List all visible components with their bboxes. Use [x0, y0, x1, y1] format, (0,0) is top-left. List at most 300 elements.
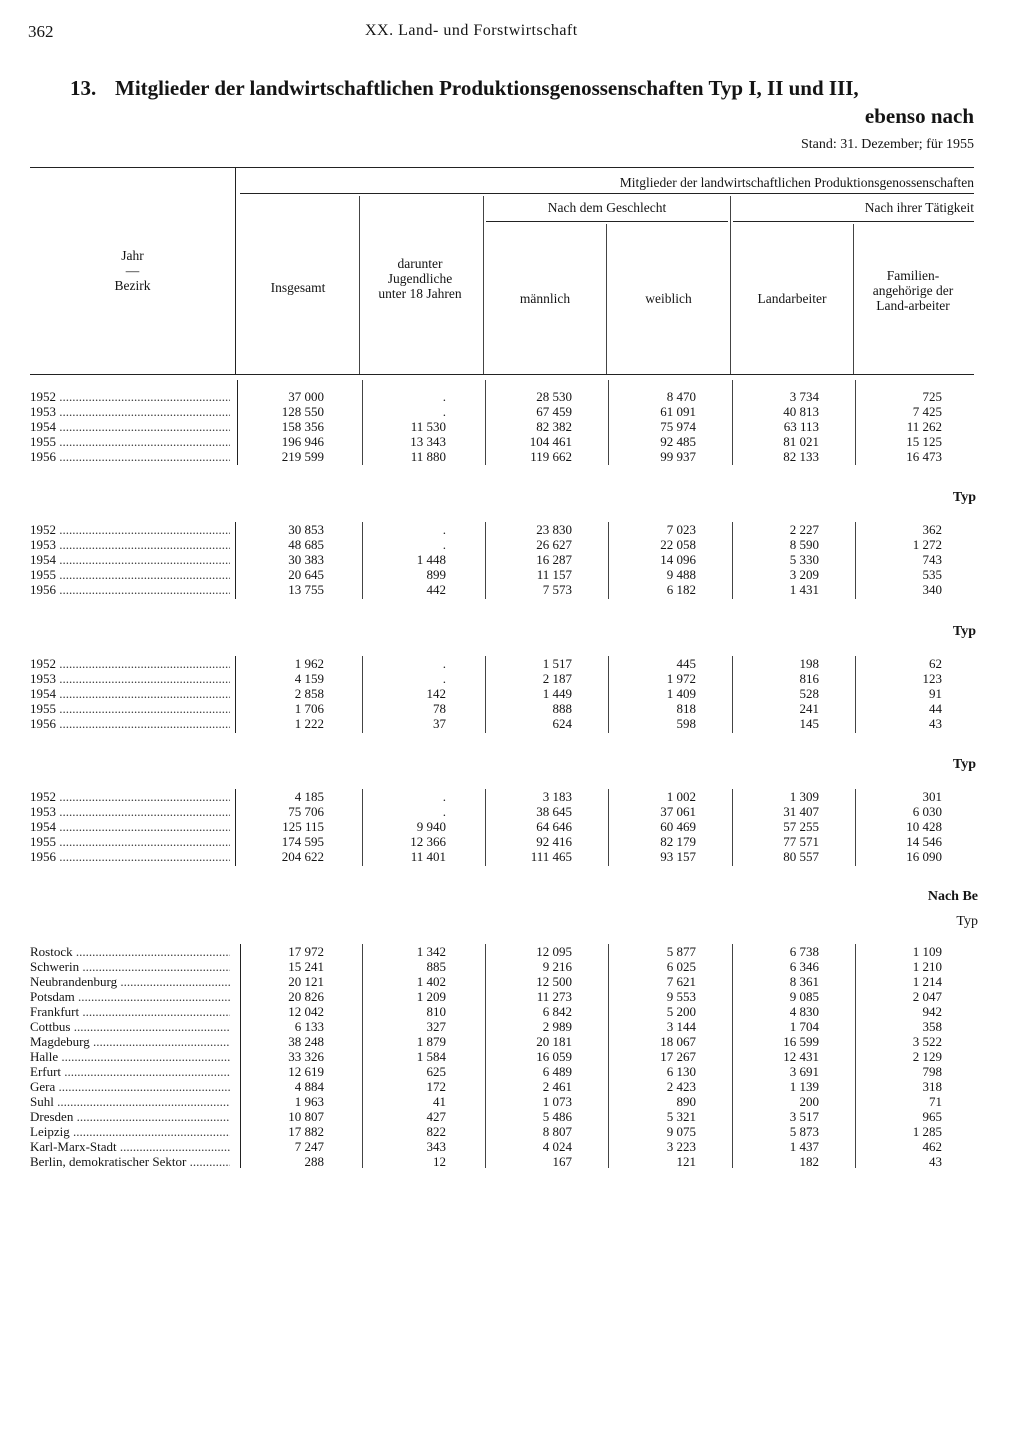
cell-youth: . — [442, 537, 446, 552]
stub-divider — [235, 167, 236, 374]
cell-youth: 41 — [433, 1094, 446, 1109]
cell-total: 33 326 — [288, 1049, 324, 1064]
row-label: 1953 ..... — [30, 804, 230, 819]
row-label: 1952 ..... — [30, 789, 230, 804]
cell-male: 111 465 — [530, 849, 572, 864]
row-label: 1952 ..... — [30, 656, 230, 671]
row-label: Rostock ..... — [30, 944, 230, 959]
cell-female: 445 — [676, 656, 696, 671]
cell-total: 128 550 — [281, 404, 324, 419]
row-label: Karl-Marx-Stadt ..... — [30, 1139, 230, 1154]
table-row — [0, 989, 1024, 1004]
cell-total: 4 185 — [294, 789, 324, 804]
cell-youth: 1 402 — [416, 974, 446, 989]
table-row — [0, 1139, 1024, 1154]
table-row — [0, 1004, 1024, 1019]
cell-farm-workers: 82 133 — [783, 449, 819, 464]
table-row — [0, 1094, 1024, 1109]
cell-farm-workers: 12 431 — [783, 1049, 819, 1064]
cell-total: 48 685 — [288, 537, 324, 552]
table-row — [0, 434, 1024, 449]
cell-female: 9 488 — [666, 567, 696, 582]
cell-family-members: 965 — [922, 1109, 942, 1124]
cell-family-members: 362 — [922, 522, 942, 537]
cell-total: 30 853 — [288, 522, 324, 537]
cell-youth: 12 — [433, 1154, 446, 1169]
row-label: 1954 ..... — [30, 686, 230, 701]
row-label: 1956 ..... — [30, 849, 230, 864]
row-label: 1953 ..... — [30, 537, 230, 552]
cell-youth: 442 — [426, 582, 446, 597]
row-label: Potsdam ..... — [30, 989, 230, 1004]
cell-youth: . — [442, 389, 446, 404]
table-row — [0, 944, 1024, 959]
cell-total: 20 826 — [288, 989, 324, 1004]
cell-female: 17 267 — [660, 1049, 696, 1064]
table-row — [0, 537, 1024, 552]
subgroup-header-gender: Nach dem Geschlecht — [547, 200, 667, 215]
cell-total: 7 247 — [294, 1139, 324, 1154]
cell-male: 2 187 — [542, 671, 572, 686]
cell-female: 75 974 — [660, 419, 696, 434]
cell-total: 1 963 — [294, 1094, 324, 1109]
cell-family-members: 535 — [922, 567, 942, 582]
row-label: 1954 ..... — [30, 819, 230, 834]
cell-total: 2 858 — [294, 686, 324, 701]
page-number: 362 — [28, 22, 54, 41]
cell-total: 4 884 — [294, 1079, 324, 1094]
cell-male: 6 489 — [542, 1064, 572, 1079]
cell-family-members: 1 285 — [912, 1124, 942, 1139]
cell-farm-workers: 9 085 — [789, 989, 819, 1004]
cell-total: 1 706 — [294, 701, 324, 716]
cell-total: 30 383 — [288, 552, 324, 567]
table-row — [0, 656, 1024, 671]
cell-male: 167 — [552, 1154, 572, 1169]
cell-female: 9 553 — [666, 989, 696, 1004]
stub-header-district: Bezirk — [114, 278, 151, 293]
cell-farm-workers: 8 590 — [789, 537, 819, 552]
cell-female: 82 179 — [660, 834, 696, 849]
table-row — [0, 819, 1024, 834]
cell-male: 3 183 — [542, 789, 572, 804]
cell-family-members: 15 125 — [906, 434, 942, 449]
row-label: 1954 ..... — [30, 552, 230, 567]
cell-youth: . — [442, 522, 446, 537]
cell-total: 1 962 — [294, 656, 324, 671]
row-label: 1955 ..... — [30, 834, 230, 849]
cell-youth: . — [442, 789, 446, 804]
cell-female: 92 485 — [660, 434, 696, 449]
table-row — [0, 1154, 1024, 1169]
header-divider-3 — [606, 224, 607, 374]
table-row — [0, 1034, 1024, 1049]
cell-male: 5 486 — [542, 1109, 572, 1124]
cell-female: 6 130 — [666, 1064, 696, 1079]
cell-male: 82 382 — [536, 419, 572, 434]
cell-youth: 13 343 — [410, 434, 446, 449]
cell-family-members: 318 — [922, 1079, 942, 1094]
row-label: Schwerin ..... — [30, 959, 230, 974]
table-row — [0, 522, 1024, 537]
cell-female: 1 972 — [666, 671, 696, 686]
cell-male: 12 095 — [536, 944, 572, 959]
cell-male: 1 517 — [542, 656, 572, 671]
cell-farm-workers: 40 813 — [783, 404, 819, 419]
cell-farm-workers: 81 021 — [783, 434, 819, 449]
row-label: Frankfurt ..... — [30, 1004, 230, 1019]
cell-youth: . — [442, 404, 446, 419]
table-row — [0, 582, 1024, 597]
cell-male: 104 461 — [529, 434, 572, 449]
cell-youth: 1 209 — [416, 989, 446, 1004]
cell-farm-workers: 1 139 — [789, 1079, 819, 1094]
row-label: 1952 ..... — [30, 522, 230, 537]
row-label: 1956 ..... — [30, 582, 230, 597]
cell-youth: 1 879 — [416, 1034, 446, 1049]
cell-total: 219 599 — [281, 449, 324, 464]
row-label: 1953 ..... — [30, 404, 230, 419]
cell-farm-workers: 4 830 — [789, 1004, 819, 1019]
cell-farm-workers: 5 330 — [789, 552, 819, 567]
header-divider-1 — [359, 196, 360, 374]
running-head: XX. Land- und Forstwirtschaft — [365, 22, 578, 39]
section-title: Typ — [952, 624, 976, 639]
cell-family-members: 1 109 — [912, 944, 942, 959]
cell-youth: 11 530 — [410, 419, 446, 434]
cell-family-members: 43 — [929, 1154, 942, 1169]
cell-female: 6 182 — [666, 582, 696, 597]
row-label: Cottbus ..... — [30, 1019, 230, 1034]
table-row — [0, 419, 1024, 434]
cell-youth: 810 — [426, 1004, 446, 1019]
cell-total: 1 222 — [294, 716, 324, 731]
row-label: Berlin, demokratischer Sektor ..... — [30, 1154, 230, 1169]
cell-youth: 427 — [426, 1109, 446, 1124]
table-row — [0, 974, 1024, 989]
cell-youth: 172 — [426, 1079, 446, 1094]
cell-family-members: 1 214 — [912, 974, 942, 989]
cell-male: 12 500 — [536, 974, 572, 989]
cell-farm-workers: 6 346 — [789, 959, 819, 974]
col-header-total: Insgesamt — [270, 280, 326, 295]
cell-farm-workers: 5 873 — [789, 1124, 819, 1139]
cell-male: 8 807 — [542, 1124, 572, 1139]
cell-family-members: 7 425 — [912, 404, 942, 419]
row-label: Erfurt ..... — [30, 1064, 230, 1079]
cell-male: 888 — [552, 701, 572, 716]
cell-youth: . — [442, 656, 446, 671]
cell-youth: 1 448 — [416, 552, 446, 567]
cell-farm-workers: 1 437 — [789, 1139, 819, 1154]
cell-farm-workers: 77 571 — [783, 834, 819, 849]
group-header: Mitglieder der landwirtschaftlichen Produktionsgenossenschaften — [619, 175, 974, 190]
cell-male: 16 059 — [536, 1049, 572, 1064]
row-label: Halle ..... — [30, 1049, 230, 1064]
section-title: Typ — [952, 490, 976, 505]
cell-family-members: 16 090 — [906, 849, 942, 864]
cell-female: 598 — [676, 716, 696, 731]
reference-date-note: Stand: 31. Dezember; für 1955 — [800, 137, 974, 152]
cell-female: 6 025 — [666, 959, 696, 974]
row-label: Leipzig ..... — [30, 1124, 230, 1139]
table-title: Mitglieder der landwirtschaftlichen Produktionsgenossenschaften Typ I, II und III, — [115, 76, 859, 100]
cell-farm-workers: 3 734 — [789, 389, 819, 404]
table-row — [0, 686, 1024, 701]
cell-female: 121 — [676, 1154, 696, 1169]
cell-farm-workers: 63 113 — [783, 419, 819, 434]
section-title: Nach Be — [927, 889, 978, 904]
cell-total: 13 755 — [288, 582, 324, 597]
cell-female: 5 877 — [666, 944, 696, 959]
cell-farm-workers: 145 — [799, 716, 819, 731]
cell-youth: . — [442, 804, 446, 819]
cell-female: 818 — [676, 701, 696, 716]
cell-total: 12 619 — [288, 1064, 324, 1079]
cell-youth: 11 880 — [410, 449, 446, 464]
cell-male: 2 461 — [542, 1079, 572, 1094]
col-header-family-members: Familien-angehörige der Land-arbeiter — [872, 268, 954, 313]
cell-female: 93 157 — [660, 849, 696, 864]
cell-male: 1 073 — [542, 1094, 572, 1109]
col-header-farm-workers: Landarbeiter — [757, 291, 827, 306]
cell-male: 26 627 — [536, 537, 572, 552]
cell-youth: 899 — [426, 567, 446, 582]
cell-farm-workers: 182 — [799, 1154, 819, 1169]
cell-family-members: 11 262 — [906, 419, 942, 434]
stub-header-year: Jahr — [121, 248, 144, 263]
table-row — [0, 959, 1024, 974]
cell-family-members: 2 129 — [912, 1049, 942, 1064]
cell-total: 15 241 — [288, 959, 324, 974]
header-divider-2 — [483, 196, 484, 374]
cell-total: 196 946 — [281, 434, 324, 449]
cell-male: 11 273 — [536, 989, 572, 1004]
cell-male: 64 646 — [536, 819, 572, 834]
cell-male: 92 416 — [536, 834, 572, 849]
cell-farm-workers: 57 255 — [783, 819, 819, 834]
cell-male: 1 449 — [542, 686, 572, 701]
cell-family-members: 16 473 — [906, 449, 942, 464]
cell-female: 5 200 — [666, 1004, 696, 1019]
cell-total: 174 595 — [281, 834, 324, 849]
cell-female: 7 023 — [666, 522, 696, 537]
cell-youth: 1 584 — [416, 1049, 446, 1064]
cell-total: 37 000 — [288, 389, 324, 404]
cell-female: 18 067 — [660, 1034, 696, 1049]
cell-farm-workers: 241 — [799, 701, 819, 716]
cell-farm-workers: 816 — [799, 671, 819, 686]
cell-youth: . — [442, 671, 446, 686]
cell-family-members: 725 — [922, 389, 942, 404]
cell-male: 9 216 — [542, 959, 572, 974]
table-row — [0, 552, 1024, 567]
cell-female: 5 321 — [666, 1109, 696, 1124]
cell-family-members: 1 210 — [912, 959, 942, 974]
cell-female: 1 002 — [666, 789, 696, 804]
cell-family-members: 2 047 — [912, 989, 942, 1004]
cell-farm-workers: 31 407 — [783, 804, 819, 819]
cell-female: 3 144 — [666, 1019, 696, 1034]
cell-family-members: 358 — [922, 1019, 942, 1034]
cell-family-members: 71 — [929, 1094, 942, 1109]
row-label: 1955 ..... — [30, 701, 230, 716]
table-row — [0, 789, 1024, 804]
cell-total: 38 248 — [288, 1034, 324, 1049]
cell-youth: 142 — [426, 686, 446, 701]
row-label: Suhl ..... — [30, 1094, 230, 1109]
cell-family-members: 44 — [929, 701, 942, 716]
cell-total: 4 159 — [294, 671, 324, 686]
row-label: Dresden ..... — [30, 1109, 230, 1124]
row-label: 1955 ..... — [30, 567, 230, 582]
table-row — [0, 567, 1024, 582]
cell-male: 28 530 — [536, 389, 572, 404]
cell-family-members: 462 — [922, 1139, 942, 1154]
cell-male: 7 573 — [542, 582, 572, 597]
cell-family-members: 1 272 — [912, 537, 942, 552]
row-label: Gera ..... — [30, 1079, 230, 1094]
section-title: Typ — [952, 757, 976, 772]
cell-youth: 9 940 — [416, 819, 446, 834]
cell-male: 67 459 — [536, 404, 572, 419]
cell-female: 22 058 — [660, 537, 696, 552]
cell-female: 37 061 — [660, 804, 696, 819]
cell-family-members: 301 — [922, 789, 942, 804]
cell-family-members: 91 — [929, 686, 942, 701]
section-subtitle: Typ — [956, 914, 978, 929]
table-row — [0, 1079, 1024, 1094]
row-label: Neubrandenburg ..... — [30, 974, 230, 989]
col-header-youth: darunter Jugendliche unter 18 Jahren — [378, 256, 462, 301]
cell-youth: 327 — [426, 1019, 446, 1034]
table-top-rule — [30, 167, 974, 168]
row-label: 1953 ..... — [30, 671, 230, 686]
cell-family-members: 743 — [922, 552, 942, 567]
table-number: 13. — [70, 76, 97, 100]
cell-farm-workers: 6 738 — [789, 944, 819, 959]
cell-youth: 78 — [433, 701, 446, 716]
cell-male: 11 157 — [536, 567, 572, 582]
cell-total: 75 706 — [288, 804, 324, 819]
cell-farm-workers: 3 517 — [789, 1109, 819, 1124]
cell-family-members: 62 — [929, 656, 942, 671]
cell-total: 204 622 — [281, 849, 324, 864]
table-row — [0, 1019, 1024, 1034]
cell-male: 2 989 — [542, 1019, 572, 1034]
cell-female: 890 — [676, 1094, 696, 1109]
table-row — [0, 716, 1024, 731]
col-header-female: weiblich — [645, 291, 692, 306]
cell-youth: 885 — [426, 959, 446, 974]
cell-total: 20 121 — [288, 974, 324, 989]
cell-total: 12 042 — [288, 1004, 324, 1019]
cell-youth: 625 — [426, 1064, 446, 1079]
cell-female: 61 091 — [660, 404, 696, 419]
row-label: 1954 ..... — [30, 419, 230, 434]
subgroup-header-activity: Nach ihrer Tätigkeit — [864, 200, 974, 215]
cell-female: 2 423 — [666, 1079, 696, 1094]
cell-total: 288 — [304, 1154, 324, 1169]
table-row — [0, 1049, 1024, 1064]
cell-male: 23 830 — [536, 522, 572, 537]
cell-farm-workers: 198 — [799, 656, 819, 671]
cell-total: 125 115 — [282, 819, 324, 834]
table-row — [0, 389, 1024, 404]
cell-family-members: 798 — [922, 1064, 942, 1079]
cell-family-members: 14 546 — [906, 834, 942, 849]
cell-male: 6 842 — [542, 1004, 572, 1019]
table-row — [0, 1124, 1024, 1139]
cell-female: 8 470 — [666, 389, 696, 404]
col-header-male: männlich — [519, 291, 571, 306]
cell-farm-workers: 1 704 — [789, 1019, 819, 1034]
header-divider-4 — [730, 196, 731, 374]
cell-farm-workers: 3 209 — [789, 567, 819, 582]
stub-header-dash: — — [125, 263, 140, 278]
cell-female: 14 096 — [660, 552, 696, 567]
table-row — [0, 404, 1024, 419]
cell-male: 4 024 — [542, 1139, 572, 1154]
cell-female: 7 621 — [666, 974, 696, 989]
cell-male: 38 645 — [536, 804, 572, 819]
row-label: 1955 ..... — [30, 434, 230, 449]
table-row — [0, 449, 1024, 464]
cell-total: 10 807 — [288, 1109, 324, 1124]
activity-subgroup-rule — [733, 221, 974, 222]
cell-total: 20 645 — [288, 567, 324, 582]
cell-farm-workers: 200 — [799, 1094, 819, 1109]
cell-farm-workers: 16 599 — [783, 1034, 819, 1049]
cell-family-members: 340 — [922, 582, 942, 597]
cell-farm-workers: 2 227 — [789, 522, 819, 537]
cell-female: 3 223 — [666, 1139, 696, 1154]
cell-total: 17 972 — [288, 944, 324, 959]
table-row — [0, 834, 1024, 849]
cell-total: 17 882 — [288, 1124, 324, 1139]
cell-youth: 1 342 — [416, 944, 446, 959]
cell-family-members: 43 — [929, 716, 942, 731]
cell-male: 16 287 — [536, 552, 572, 567]
cell-male: 20 181 — [536, 1034, 572, 1049]
cell-youth: 11 401 — [410, 849, 446, 864]
cell-female: 60 469 — [660, 819, 696, 834]
cell-total: 158 356 — [281, 419, 324, 434]
gender-subgroup-rule — [486, 221, 728, 222]
cell-youth: 343 — [426, 1139, 446, 1154]
row-label: 1952 ..... — [30, 389, 230, 404]
table-row — [0, 849, 1024, 864]
cell-family-members: 10 428 — [906, 819, 942, 834]
cell-farm-workers: 1 431 — [789, 582, 819, 597]
cell-farm-workers: 3 691 — [789, 1064, 819, 1079]
table-title-continuation: ebenso nach — [864, 104, 974, 128]
cell-family-members: 123 — [922, 671, 942, 686]
row-label: Magdeburg ..... — [30, 1034, 230, 1049]
cell-male: 624 — [552, 716, 572, 731]
group-header-rule — [240, 193, 974, 194]
table-row — [0, 671, 1024, 686]
cell-youth: 12 366 — [410, 834, 446, 849]
table-row — [0, 804, 1024, 819]
table-row — [0, 701, 1024, 716]
cell-farm-workers: 80 557 — [783, 849, 819, 864]
cell-youth: 822 — [426, 1124, 446, 1139]
cell-female: 99 937 — [660, 449, 696, 464]
row-label: 1956 ..... — [30, 449, 230, 464]
cell-male: 119 662 — [530, 449, 572, 464]
cell-family-members: 6 030 — [912, 804, 942, 819]
